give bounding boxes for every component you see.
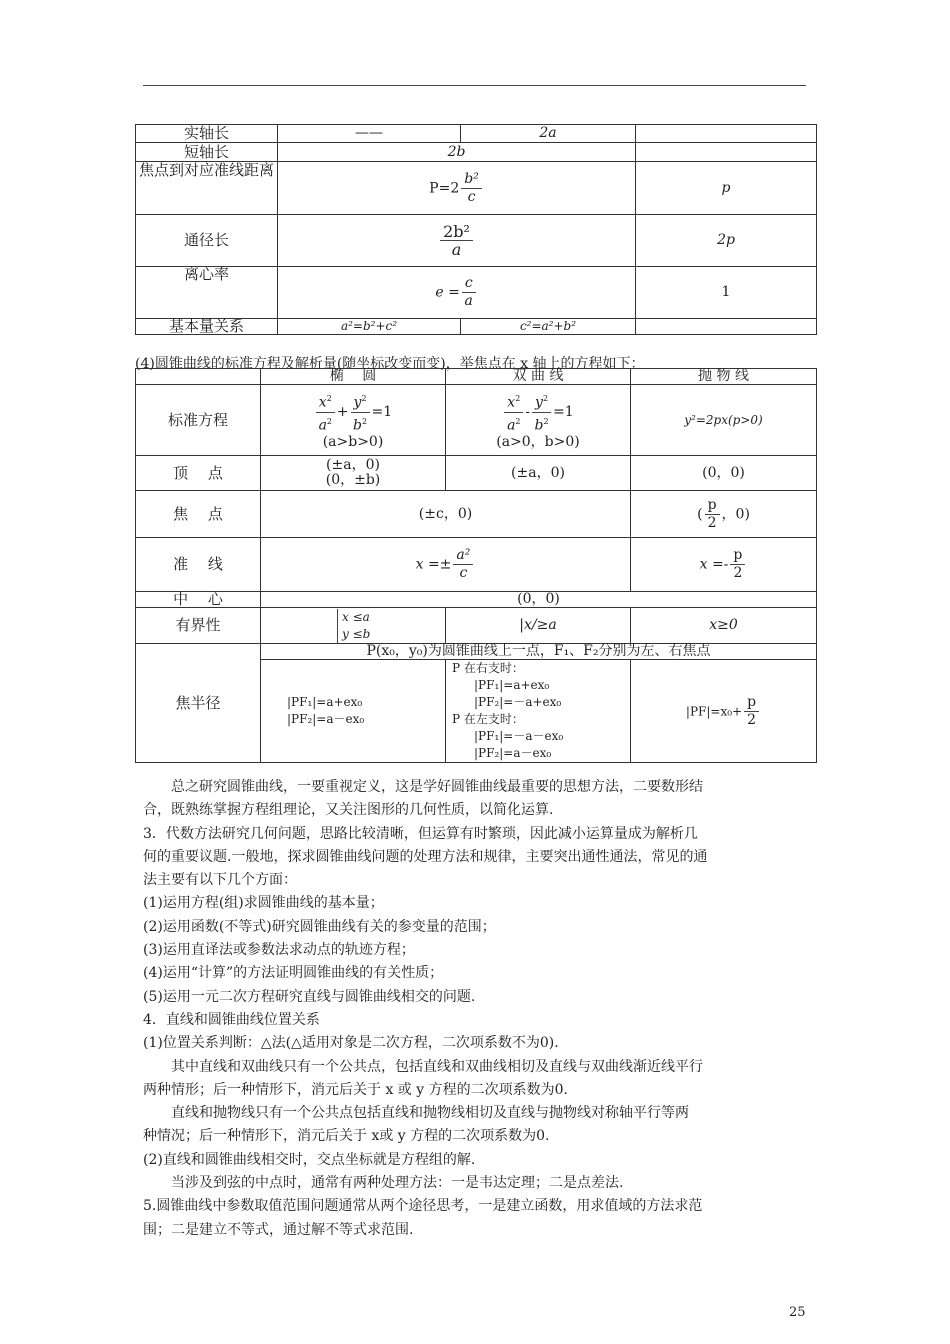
paragraph-line: 两种情形；后一种情形下，消元后关于 x 或 y 方程的二次项系数为0.	[143, 1081, 568, 1098]
corner-cell	[136, 369, 261, 385]
parabola-cell	[636, 319, 817, 335]
focus-merged: (±c，0)	[261, 491, 631, 538]
parabola-cell	[636, 143, 817, 162]
row-label: 通径长	[136, 215, 278, 267]
ellipse-vertex: (±a，0) (0，±b)	[261, 456, 446, 491]
merged-cell: 2b	[278, 143, 636, 162]
hyperbola-cell: 2a	[461, 125, 636, 143]
paragraph-line: 当涉及到弦的中点时，通常有两种处理方法：一是韦达定理；二是点差法.	[171, 1175, 624, 1192]
parabola-cell	[636, 125, 817, 143]
hyperbola-vertex: (±a，0)	[446, 456, 631, 491]
paragraph-line: 合，既熟练掌握方程组理论，又关注图形的几何性质，以简化运算.	[143, 802, 554, 819]
parabola-radius: |PF|=x₀+ $\frac{p}{2}$	[631, 660, 817, 763]
parabola-vertex: (0，0)	[631, 456, 817, 491]
body-text	[143, 776, 823, 1242]
hyperbola-cell: c²=a²+b²	[461, 319, 636, 335]
page-number: 25	[789, 1305, 806, 1320]
parabola-bound: x≥0	[631, 608, 817, 644]
col-header-parabola: 抛 物 线	[631, 369, 817, 385]
center-merged: (0，0)	[261, 592, 817, 608]
directrix-merged: x =± $\frac{\text{a²}}{c}$	[261, 538, 631, 592]
parabola-cell: 1	[636, 267, 817, 319]
parabola-equation: y²=2px(p>0)	[631, 385, 817, 456]
merged-cell: $\frac{\text{2b²}}{a}$	[278, 215, 636, 267]
section-4-heading: 4．直线和圆锥曲线位置关系	[143, 1011, 320, 1028]
section-4-title: (4)圆锥曲线的标准方程及解析量(随坐标改变而变)，举焦点在 x 轴上的方程如下：	[135, 356, 645, 372]
paragraph-line: 种情况；后一种情形下，消元后关于 x或 y 方程的二次项系数为0.	[143, 1128, 550, 1145]
conic-table-2	[135, 368, 817, 763]
ellipse-cell: ——	[278, 125, 461, 143]
paragraph-line: 其中直线和双曲线只有一个公共点，包括直线和双曲线相切及直线与双曲线渐近线平行	[171, 1058, 703, 1075]
parabola-cell: p	[636, 162, 817, 215]
merged-cell: P=2 $\frac{\text{b²}}{c}$	[278, 162, 636, 215]
row-label: 焦半径	[136, 644, 261, 763]
conic-table-1	[135, 124, 817, 335]
hyperbola-bound: |x/≥a	[446, 608, 631, 644]
ellipse-equation: $\frac{x^2}{a^2}$ + $\frac{y^2}{b^2}$ =1 (a>b>0)	[261, 385, 446, 456]
parabola-cell: 2p	[636, 215, 817, 267]
row-label: 实轴长	[136, 125, 278, 143]
row-label: 标准方程	[136, 385, 261, 456]
hyperbola-equation: $\frac{x^2}{a^2}$ - $\frac{y^2}{b^2}$ =1 (a>0，b>0)	[446, 385, 631, 456]
row-label: 中 心	[136, 592, 261, 608]
list-item: (3)运用直译法或参数法求动点的轨迹方程；	[143, 942, 415, 959]
row-label: 焦点到对应准线距离	[136, 162, 278, 215]
row-label: 基本量关系	[136, 319, 278, 335]
paragraph-line: 法主要有以下几个方面：	[143, 872, 297, 889]
ellipse-radius: |PF₁|=a+ex₀ |PF₂|=a－ex₀	[261, 660, 446, 763]
paragraph-line: 直线和抛物线只有一个公共点包括直线和抛物线相切及直线与抛物线对称轴平行等两	[171, 1105, 689, 1122]
row-label: 准 线	[136, 538, 261, 592]
radius-note: P(x₀，y₀)为圆锥曲线上一点，F₁、F₂分别为左、右焦点	[261, 644, 817, 660]
paragraph-line: 总之研究圆锥曲线，一要重视定义，这是学好圆锥曲线最重要的思想方法，二要数形结	[171, 779, 703, 795]
list-item: (4)运用“计算”的方法证明圆锥曲线的有关性质；	[143, 965, 444, 982]
merged-cell: e = $\frac{c}{a}$	[278, 267, 636, 319]
list-item: (2)运用函数(不等式)研究圆锥曲线有关的参变量的范围；	[143, 918, 496, 935]
header-rule	[143, 85, 806, 86]
row-label: 离心率	[136, 267, 278, 319]
col-header-ellipse: 椭 圆	[261, 369, 446, 385]
parabola-directrix: x =- $\frac{p}{2}$	[631, 538, 817, 592]
row-label: 短轴长	[136, 143, 278, 162]
row-label: 有界性	[136, 608, 261, 644]
ellipse-bound: x ≤a y ≤b	[261, 608, 446, 644]
paragraph-line: 何的重要议题.一般地，探求圆锥曲线问题的处理方法和规律，主要突出通性通法，常见的通	[143, 848, 708, 865]
list-item: (2)直线和圆锥曲线相交时，交点坐标就是方程组的解.	[143, 1151, 476, 1168]
parabola-focus: ( $\frac{p}{2}$ ，0)	[631, 491, 817, 538]
section-3-line: 3．代数方法研究几何问题，思路比较清晰，但运算有时繁琐，因此减小运算量成为解析几	[143, 825, 698, 842]
row-label: 顶 点	[136, 456, 261, 491]
list-item: (1)位置关系判断：△法(△适用对象是二次方程，二次项系数不为0).	[143, 1035, 559, 1052]
row-label: 焦 点	[136, 491, 261, 538]
ellipse-cell: a²=b²+c²	[278, 319, 461, 335]
section-5-line: 5.圆锥曲线中参数取值范围问题通常从两个途径思考，一是建立函数，用求值域的方法求范	[143, 1198, 703, 1215]
paragraph-line: 围；二是建立不等式，通过解不等式求范围.	[143, 1221, 414, 1238]
col-header-hyperbola: 双 曲 线	[446, 369, 631, 385]
list-item: (5)运用一元二次方程研究直线与圆锥曲线相交的问题.	[143, 988, 476, 1005]
hyperbola-radius: P 在右支时： |PF₁|=a+ex₀ |PF₂|=－a+ex₀ P 在左支时： |PF₁|=－a－ex₀ |PF₂|=a－ex₀	[446, 660, 631, 763]
list-item: (1)运用方程(组)求圆锥曲线的基本量；	[143, 895, 384, 912]
